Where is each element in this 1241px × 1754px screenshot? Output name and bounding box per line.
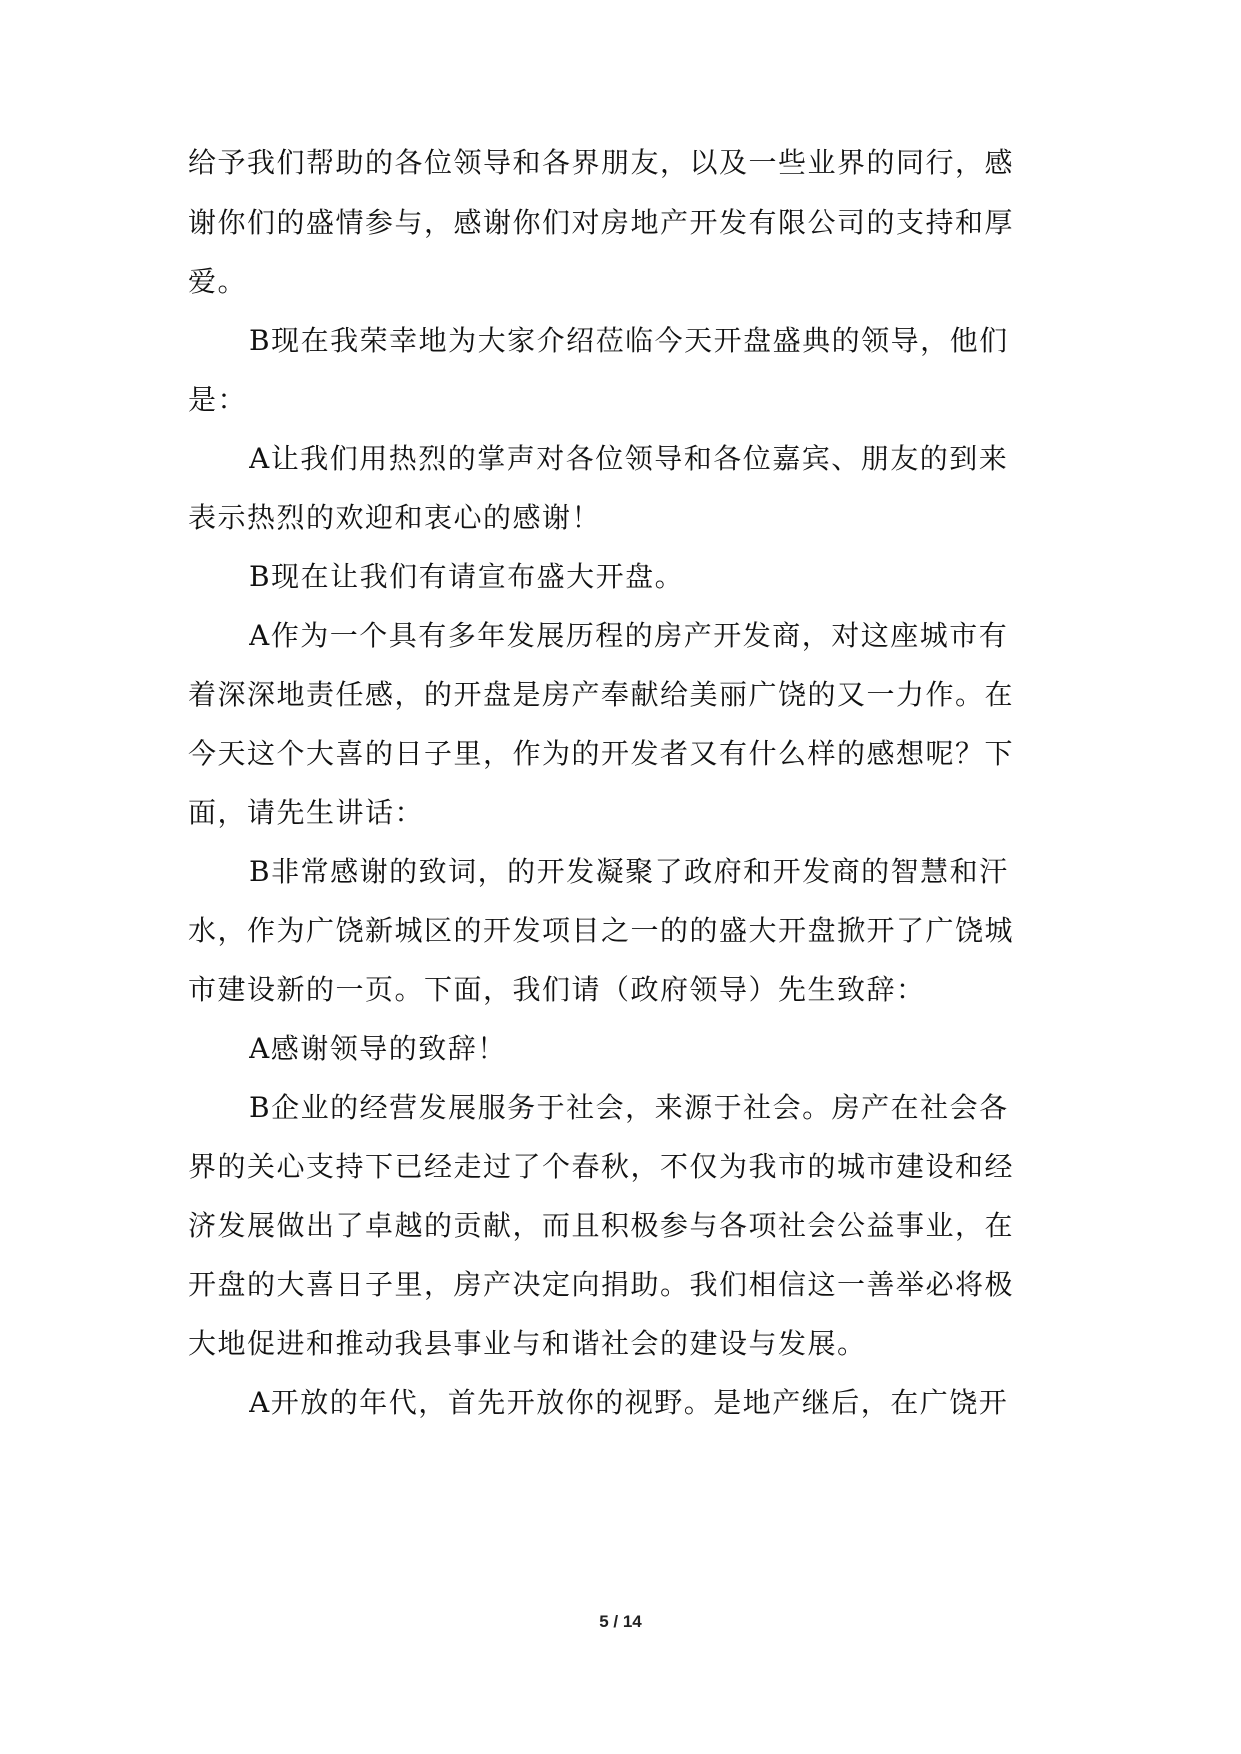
text-line: A作为一个具有多年发展历程的房产开发商，对这座城市有 <box>249 619 1009 652</box>
text-line: 市建设新的一页。下面，我们请（政府领导）先生致辞： <box>188 973 926 1006</box>
text-line: A让我们用热烈的掌声对各位领导和各位嘉宾、朋友的到来 <box>249 442 1009 475</box>
text-line: 是： <box>188 383 248 416</box>
text-line: 开盘的大喜日子里，房产决定向捐助。我们相信这一善举必将极 <box>188 1268 1015 1301</box>
text-line: 今天这个大喜的日子里，作为的开发者又有什么样的感想呢？下 <box>188 737 1015 770</box>
text-line: 面，请先生讲话： <box>188 796 425 829</box>
text-line: 谢你们的盛情参与，感谢你们对房地产开发有限公司的支持和厚 <box>188 206 1015 239</box>
text-line: B企业的经营发展服务于社会，来源于社会。房产在社会各 <box>249 1091 1009 1124</box>
text-line: 大地促进和推动我县事业与和谐社会的建设与发展。 <box>188 1327 867 1360</box>
text-line: 界的关心支持下已经走过了个春秋，不仅为我市的城市建设和经 <box>188 1150 1015 1183</box>
text-line: A感谢领导的致辞！ <box>249 1032 507 1065</box>
text-line: B现在我荣幸地为大家介绍莅临今天开盘盛典的领导，他们 <box>249 324 1009 357</box>
text-line: 着深深地责任感，的开盘是房产奉献给美丽广饶的又一力作。在 <box>188 678 1015 711</box>
text-line: B非常感谢的致词，的开发凝聚了政府和开发商的智慧和汗 <box>249 855 1009 888</box>
text-line: 济发展做出了卓越的贡献，而且积极参与各项社会公益事业，在 <box>188 1209 1015 1242</box>
text-line: 给予我们帮助的各位领导和各界朋友，以及一些业界的同行，感 <box>188 146 1015 179</box>
text-line: B现在让我们有请宣布盛大开盘。 <box>249 560 685 593</box>
page-number: 5 / 14 <box>599 1612 642 1631</box>
text-line: 表示热烈的欢迎和衷心的感谢！ <box>188 501 602 534</box>
text-line: A开放的年代，首先开放你的视野。是地产继后，在广饶开 <box>249 1386 1009 1419</box>
text-line: 水，作为广饶新城区的开发项目之一的的盛大开盘掀开了广饶城 <box>188 914 1015 947</box>
text-line: 爱。 <box>188 265 248 298</box>
